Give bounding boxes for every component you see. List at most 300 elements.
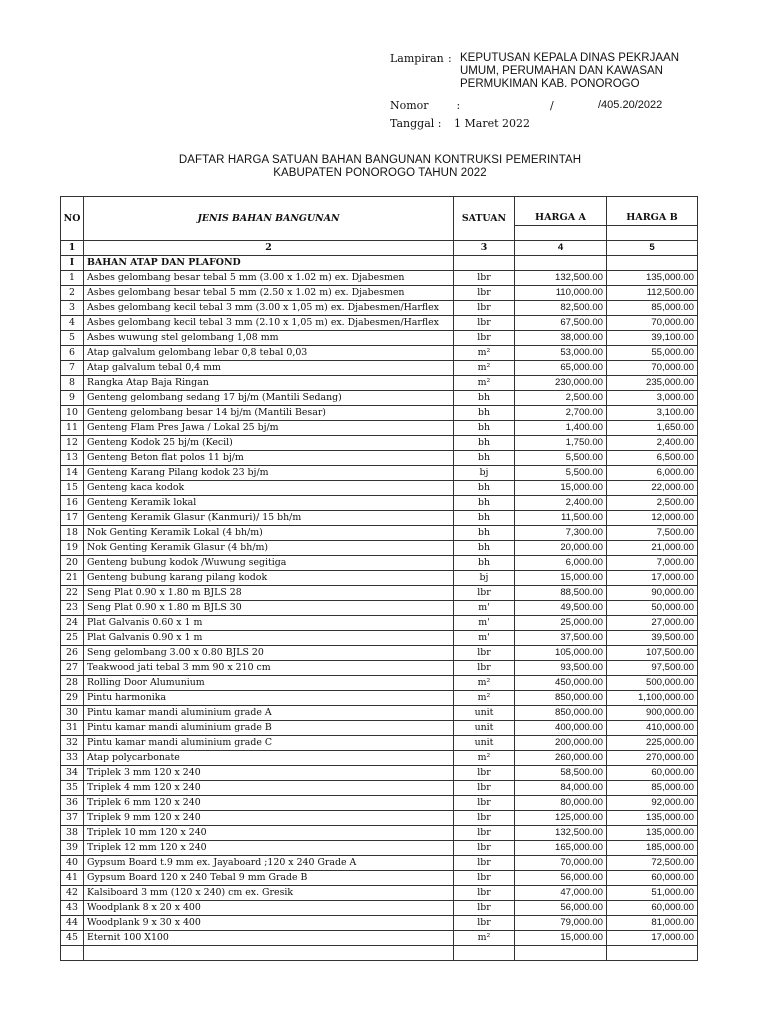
nomor-label-text: Nomor: [390, 99, 429, 112]
row-price-a: 132,500.00: [515, 271, 607, 286]
row-price-b: 7,500.00: [607, 526, 698, 541]
table-row: [61, 541, 698, 556]
row-unit: lbr: [454, 301, 515, 316]
table-row: [61, 361, 698, 376]
row-unit: lbr: [454, 331, 515, 346]
row-price-a: 93,500.00: [515, 661, 607, 676]
attachment-row: [390, 52, 720, 91]
section-name: BAHAN ATAP DAN PLAFOND: [84, 256, 454, 271]
row-name: Asbes gelombang besar tebal 5 mm (2.50 x 1.02 m) ex. Djabesmen: [84, 286, 454, 301]
row-price-a: 2,500.00: [515, 391, 607, 406]
header-a-top: [515, 197, 607, 212]
row-price-b: 185,000.00: [607, 841, 698, 856]
row-price-a: 15,000.00: [515, 481, 607, 496]
nomor-colon: :: [456, 99, 461, 112]
table-row: [61, 646, 698, 661]
table-row: [61, 871, 698, 886]
row-name: Atap polycarbonate: [84, 751, 454, 766]
table-row: [61, 376, 698, 391]
table-row: [61, 421, 698, 436]
column-number: 4: [515, 241, 607, 256]
row-price-b: 135,000.00: [607, 271, 698, 286]
table-row: [61, 511, 698, 526]
row-price-b: 39,500.00: [607, 631, 698, 646]
row-no: 45: [61, 931, 84, 946]
row-price-b: 92,000.00: [607, 796, 698, 811]
row-price-a: 6,000.00: [515, 556, 607, 571]
row-price-b: 6,000.00: [607, 466, 698, 481]
row-price-a: 260,000.00: [515, 751, 607, 766]
row-name: Genteng gelombang besar 14 bj/m (Mantili Besar): [84, 406, 454, 421]
table-row: [61, 916, 698, 931]
table-row: [61, 406, 698, 421]
row-name: Kalsiboard 3 mm (120 x 240) cm ex. Gresik: [84, 886, 454, 901]
row-unit: unit: [454, 721, 515, 736]
row-price-b: 60,000.00: [607, 766, 698, 781]
row-name: Woodplank 8 x 20 x 400: [84, 901, 454, 916]
attachment-colon: :: [448, 52, 452, 65]
row-name: Pintu kamar mandi aluminium grade B: [84, 721, 454, 736]
table-row: [61, 481, 698, 496]
table-row: [61, 301, 698, 316]
tanggal-value: 1 Maret 2022: [454, 117, 530, 130]
attachment-block: [390, 52, 720, 130]
row-unit: lbr: [454, 856, 515, 871]
table-row: [61, 466, 698, 481]
row-unit: bh: [454, 556, 515, 571]
table-row: [61, 331, 698, 346]
row-no: 1: [61, 271, 84, 286]
table-row: [61, 751, 698, 766]
row-name: Genteng Keramik Glasur (Kanmuri)/ 15 bh/m: [84, 511, 454, 526]
header-unit: SATUAN: [454, 197, 515, 241]
row-name: Pintu harmonika: [84, 691, 454, 706]
row-name: Triplek 10 mm 120 x 240: [84, 826, 454, 841]
row-price-a: 5,500.00: [515, 451, 607, 466]
row-price-b: 900,000.00: [607, 706, 698, 721]
row-price-a: 2,400.00: [515, 496, 607, 511]
table-row: [61, 706, 698, 721]
row-price-b: 3,000.00: [607, 391, 698, 406]
row-price-b: 21,000.00: [607, 541, 698, 556]
row-no: 42: [61, 886, 84, 901]
row-no: 4: [61, 316, 84, 331]
row-unit: bh: [454, 526, 515, 541]
row-name: Triplek 4 mm 120 x 240: [84, 781, 454, 796]
row-unit: lbr: [454, 826, 515, 841]
row-unit: lbr: [454, 661, 515, 676]
table-row: [61, 781, 698, 796]
row-unit: lbr: [454, 271, 515, 286]
row-no: 9: [61, 391, 84, 406]
row-unit: unit: [454, 736, 515, 751]
table-row: [61, 391, 698, 406]
section-row: [61, 256, 698, 271]
row-no: 15: [61, 481, 84, 496]
row-price-a: 132,500.00: [515, 826, 607, 841]
row-price-a: 56,000.00: [515, 871, 607, 886]
row-price-b: 1,100,000.00: [607, 691, 698, 706]
row-no: 33: [61, 751, 84, 766]
table-row: [61, 271, 698, 286]
row-no: 40: [61, 856, 84, 871]
row-price-a: 1,400.00: [515, 421, 607, 436]
row-price-a: 15,000.00: [515, 931, 607, 946]
row-price-a: 400,000.00: [515, 721, 607, 736]
row-price-b: 50,000.00: [607, 601, 698, 616]
document-title-line2: KABUPATEN PONOROGO TAHUN 2022: [273, 167, 487, 179]
row-name: Nok Genting Keramik Glasur (4 bh/m): [84, 541, 454, 556]
row-name: Asbes wuwung stel gelombang 1,08 mm: [84, 331, 454, 346]
row-price-b: 60,000.00: [607, 901, 698, 916]
attachment-title-line: PERMUKIMAN KAB. PONOROGO: [460, 78, 640, 90]
section-a: [515, 256, 607, 271]
row-no: 44: [61, 916, 84, 931]
table-row: [61, 616, 698, 631]
row-no: 31: [61, 721, 84, 736]
row-price-b: 55,000.00: [607, 346, 698, 361]
row-price-b: 235,000.00: [607, 376, 698, 391]
table-row: [61, 736, 698, 751]
row-price-a: 37,500.00: [515, 631, 607, 646]
row-no: 5: [61, 331, 84, 346]
row-unit: m²: [454, 931, 515, 946]
row-unit: m²: [454, 691, 515, 706]
row-name: Seng Plat 0.90 x 1.80 m BJLS 28: [84, 586, 454, 601]
row-unit: lbr: [454, 901, 515, 916]
row-no: 25: [61, 631, 84, 646]
row-price-a: 230,000.00: [515, 376, 607, 391]
row-unit: lbr: [454, 796, 515, 811]
row-unit: lbr: [454, 646, 515, 661]
row-unit: bh: [454, 421, 515, 436]
row-price-b: 112,500.00: [607, 286, 698, 301]
row-no: 2: [61, 286, 84, 301]
row-name: Genteng Karang Pilang kodok 23 bj/m: [84, 466, 454, 481]
row-unit: bh: [454, 391, 515, 406]
row-price-b: 72,500.00: [607, 856, 698, 871]
row-no: 8: [61, 376, 84, 391]
row-name: Woodplank 9 x 30 x 400: [84, 916, 454, 931]
row-unit: m': [454, 631, 515, 646]
row-name: Triplek 3 mm 120 x 240: [84, 766, 454, 781]
row-no: 36: [61, 796, 84, 811]
row-price-b: 70,000.00: [607, 316, 698, 331]
row-name: Pintu kamar mandi aluminium grade C: [84, 736, 454, 751]
row-price-b: 17,000.00: [607, 931, 698, 946]
row-unit: m²: [454, 346, 515, 361]
row-price-a: 67,500.00: [515, 316, 607, 331]
row-price-b: 135,000.00: [607, 811, 698, 826]
row-name: Atap galvalum gelombang lebar 0,8 tebal 0,03: [84, 346, 454, 361]
row-unit: lbr: [454, 316, 515, 331]
row-unit: bh: [454, 481, 515, 496]
row-no: 16: [61, 496, 84, 511]
row-name: Teakwood jati tebal 3 mm 90 x 210 cm: [84, 661, 454, 676]
row-name: Plat Galvanis 0.90 x 1 m: [84, 631, 454, 646]
row-unit: lbr: [454, 811, 515, 826]
row-no: 13: [61, 451, 84, 466]
table-row: [61, 436, 698, 451]
header-no: NO: [61, 197, 84, 241]
table-row: [61, 556, 698, 571]
row-price-b: 81,000.00: [607, 916, 698, 931]
row-price-a: 56,000.00: [515, 901, 607, 916]
row-name: Triplek 9 mm 120 x 240: [84, 811, 454, 826]
blank-cell: [515, 946, 607, 961]
row-price-a: 110,000.00: [515, 286, 607, 301]
table-row: [61, 721, 698, 736]
row-price-b: 107,500.00: [607, 646, 698, 661]
row-price-a: 200,000.00: [515, 736, 607, 751]
header-b-sub: [607, 226, 698, 241]
row-price-a: 88,500.00: [515, 586, 607, 601]
row-no: 11: [61, 421, 84, 436]
row-no: 7: [61, 361, 84, 376]
row-unit: bj: [454, 571, 515, 586]
row-price-a: 7,300.00: [515, 526, 607, 541]
row-name: Genteng gelombang sedang 17 bj/m (Mantili Sedang): [84, 391, 454, 406]
table-row: [61, 691, 698, 706]
blank-row: [61, 946, 698, 961]
row-price-a: 850,000.00: [515, 706, 607, 721]
column-number: 2: [84, 241, 454, 256]
row-name: Seng Plat 0.90 x 1.80 m BJLS 30: [84, 601, 454, 616]
row-name: Genteng bubung karang pilang kodok: [84, 571, 454, 586]
table-body: [61, 241, 698, 961]
row-price-a: 850,000.00: [515, 691, 607, 706]
row-price-b: 39,100.00: [607, 331, 698, 346]
section-no: I: [61, 256, 84, 271]
row-unit: m²: [454, 751, 515, 766]
row-unit: m²: [454, 361, 515, 376]
row-price-a: 82,500.00: [515, 301, 607, 316]
column-number: 3: [454, 241, 515, 256]
row-name: Nok Genting Keramik Lokal (4 bh/m): [84, 526, 454, 541]
row-price-a: 65,000.00: [515, 361, 607, 376]
header-name: JENIS BAHAN BANGUNAN: [84, 197, 454, 241]
nomor-value: /405.20/2022: [598, 99, 663, 111]
row-no: 28: [61, 676, 84, 691]
row-no: 41: [61, 871, 84, 886]
row-no: 37: [61, 811, 84, 826]
nomor-slash: /: [550, 99, 554, 112]
row-price-b: 225,000.00: [607, 736, 698, 751]
nomor-row: [390, 99, 720, 112]
row-name: Genteng Flam Pres Jawa / Lokal 25 bj/m: [84, 421, 454, 436]
row-price-a: 11,500.00: [515, 511, 607, 526]
blank-cell: [607, 946, 698, 961]
row-no: 22: [61, 586, 84, 601]
row-price-a: 125,000.00: [515, 811, 607, 826]
row-price-b: 97,500.00: [607, 661, 698, 676]
row-unit: lbr: [454, 916, 515, 931]
row-no: 29: [61, 691, 84, 706]
row-price-b: 2,400.00: [607, 436, 698, 451]
row-price-a: 79,000.00: [515, 916, 607, 931]
row-price-a: 5,500.00: [515, 466, 607, 481]
row-price-a: 1,750.00: [515, 436, 607, 451]
table-row: [61, 601, 698, 616]
table-row: [61, 766, 698, 781]
row-unit: unit: [454, 706, 515, 721]
row-price-b: 90,000.00: [607, 586, 698, 601]
row-no: 14: [61, 466, 84, 481]
blank-cell: [84, 946, 454, 961]
row-price-a: 2,700.00: [515, 406, 607, 421]
header-price-a: HARGA A: [515, 211, 607, 226]
row-no: 12: [61, 436, 84, 451]
row-price-a: 84,000.00: [515, 781, 607, 796]
table-row: [61, 316, 698, 331]
row-unit: bh: [454, 436, 515, 451]
row-name: Rolling Door Alumunium: [84, 676, 454, 691]
table-row: [61, 496, 698, 511]
blank-cell: [61, 946, 84, 961]
row-no: 32: [61, 736, 84, 751]
table-row: [61, 346, 698, 361]
table-row: [61, 676, 698, 691]
table-row: [61, 526, 698, 541]
row-unit: lbr: [454, 886, 515, 901]
row-unit: lbr: [454, 871, 515, 886]
row-price-b: 51,000.00: [607, 886, 698, 901]
row-price-a: 58,500.00: [515, 766, 607, 781]
row-no: 20: [61, 556, 84, 571]
row-price-b: 2,500.00: [607, 496, 698, 511]
column-number-row: [61, 241, 698, 256]
table-row: [61, 886, 698, 901]
row-unit: m': [454, 601, 515, 616]
row-no: 17: [61, 511, 84, 526]
row-name: Asbes gelombang kecil tebal 3 mm (3.00 x 1,05 m) ex. Djabesmen/Harflex: [84, 301, 454, 316]
row-no: 43: [61, 901, 84, 916]
row-unit: m²: [454, 376, 515, 391]
row-no: 35: [61, 781, 84, 796]
row-unit: lbr: [454, 766, 515, 781]
row-name: Triplek 12 mm 120 x 240: [84, 841, 454, 856]
attachment-title: [460, 52, 720, 91]
header-price-b: HARGA B: [607, 211, 698, 226]
price-table: [60, 196, 698, 961]
document-title: [140, 154, 620, 180]
row-no: 21: [61, 571, 84, 586]
row-no: 24: [61, 616, 84, 631]
row-price-a: 15,000.00: [515, 571, 607, 586]
attachment-title-line: KEPUTUSAN KEPALA DINAS PEKRJAAN: [460, 52, 679, 64]
row-price-b: 22,000.00: [607, 481, 698, 496]
section-b: [607, 256, 698, 271]
row-price-a: 70,000.00: [515, 856, 607, 871]
header-b-top: [607, 197, 698, 212]
table-row: [61, 841, 698, 856]
table-row: [61, 586, 698, 601]
row-name: Seng gelombang 3.00 x 0.80 BJLS 20: [84, 646, 454, 661]
tanggal-row: [390, 117, 720, 130]
row-unit: bh: [454, 541, 515, 556]
header-a-sub: [515, 226, 607, 241]
row-price-b: 500,000.00: [607, 676, 698, 691]
table-row: [61, 286, 698, 301]
row-no: 6: [61, 346, 84, 361]
nomor-label: [390, 99, 486, 112]
row-price-b: 60,000.00: [607, 871, 698, 886]
row-price-a: 80,000.00: [515, 796, 607, 811]
table-row: [61, 931, 698, 946]
row-price-a: 450,000.00: [515, 676, 607, 691]
row-name: Asbes gelombang besar tebal 5 mm (3.00 x 1.02 m) ex. Djabesmen: [84, 271, 454, 286]
table-row: [61, 826, 698, 841]
row-name: Asbes gelombang kecil tebal 3 mm (2.10 x 1,05 m) ex. Djabesmen/Harflex: [84, 316, 454, 331]
row-unit: lbr: [454, 841, 515, 856]
row-price-b: 410,000.00: [607, 721, 698, 736]
document-title-line1: DAFTAR HARGA SATUAN BAHAN BANGUNAN KONTRUKSI PEMERINTAH: [178, 154, 582, 166]
row-unit: m': [454, 616, 515, 631]
row-no: 26: [61, 646, 84, 661]
row-name: Genteng Beton flat polos 11 bj/m: [84, 451, 454, 466]
table-row: [61, 631, 698, 646]
row-name: Gypsum Board t.9 mm ex. Jayaboard ;120 x 240 Grade A: [84, 856, 454, 871]
table-row: [61, 796, 698, 811]
row-price-b: 12,000.00: [607, 511, 698, 526]
blank-cell: [454, 946, 515, 961]
row-price-b: 17,000.00: [607, 571, 698, 586]
row-price-a: 105,000.00: [515, 646, 607, 661]
row-price-b: 3,100.00: [607, 406, 698, 421]
row-unit: m²: [454, 676, 515, 691]
column-number: 1: [61, 241, 84, 256]
attachment-title-line: UMUM, PERUMAHAN DAN KAWASAN: [460, 65, 663, 77]
row-name: Genteng Keramik lokal: [84, 496, 454, 511]
row-unit: bh: [454, 496, 515, 511]
row-unit: lbr: [454, 586, 515, 601]
table-row: [61, 811, 698, 826]
row-name: Genteng Kodok 25 bj/m (Kecil): [84, 436, 454, 451]
table-row: [61, 661, 698, 676]
row-price-a: 20,000.00: [515, 541, 607, 556]
attachment-label: Lampiran: [390, 52, 444, 65]
row-unit: bh: [454, 451, 515, 466]
row-no: 34: [61, 766, 84, 781]
row-unit: lbr: [454, 286, 515, 301]
row-no: 10: [61, 406, 84, 421]
row-name: Plat Galvanis 0.60 x 1 m: [84, 616, 454, 631]
row-no: 18: [61, 526, 84, 541]
row-no: 19: [61, 541, 84, 556]
row-price-a: 47,000.00: [515, 886, 607, 901]
row-no: 23: [61, 601, 84, 616]
row-unit: bh: [454, 511, 515, 526]
column-number: 5: [607, 241, 698, 256]
row-price-b: 270,000.00: [607, 751, 698, 766]
row-name: Genteng bubung kodok /Wuwung segitiga: [84, 556, 454, 571]
table-row: [61, 856, 698, 871]
row-name: Eternit 100 X100: [84, 931, 454, 946]
row-name: Triplek 6 mm 120 x 240: [84, 796, 454, 811]
tanggal-label: Tanggal :: [390, 117, 442, 130]
row-price-a: 165,000.00: [515, 841, 607, 856]
table-row: [61, 571, 698, 586]
row-unit: lbr: [454, 781, 515, 796]
row-name: Gypsum Board 120 x 240 Tebal 9 mm Grade B: [84, 871, 454, 886]
row-price-b: 135,000.00: [607, 826, 698, 841]
row-unit: bh: [454, 406, 515, 421]
row-price-b: 70,000.00: [607, 361, 698, 376]
row-price-a: 25,000.00: [515, 616, 607, 631]
table-row: [61, 451, 698, 466]
row-price-b: 1,650.00: [607, 421, 698, 436]
row-no: 30: [61, 706, 84, 721]
